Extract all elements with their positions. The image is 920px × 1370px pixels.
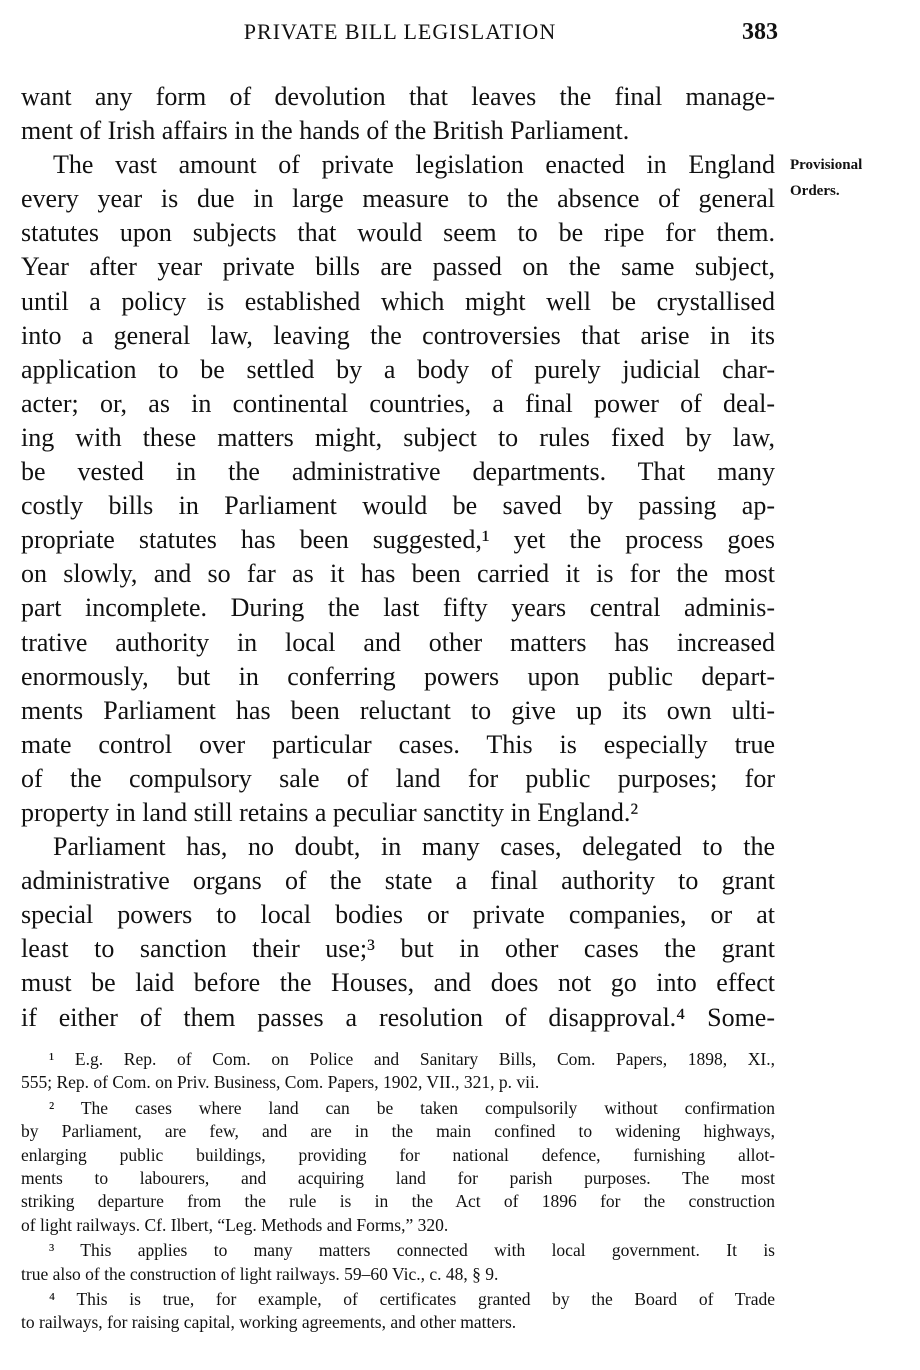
body-line: special powers to local bodies or private companies, or at	[21, 900, 775, 930]
footnote-line: ments to labourers, and acquiring land for parish purposes. The most	[21, 1167, 775, 1188]
footnotes	[21, 1048, 775, 1335]
body-line: enormously, but in conferring powers upon public depart-	[21, 661, 775, 691]
body-line: The vast amount of private legislation enacted in England	[53, 150, 775, 180]
body-line: acter; or, as in continental countries, a final power of deal-	[21, 388, 775, 418]
footnote-line: of light railways. Cf. Ilbert, “Leg. Methods and Forms,” 320.	[21, 1214, 449, 1235]
footnote-line: by Parliament, are few, and are in the main confined to widening highways,	[21, 1121, 775, 1142]
body-line: least to sanction their use;³ but in other cases the grant	[21, 934, 775, 964]
footnote-line: enlarging public buildings, providing for national defence, furnishing allot-	[21, 1144, 775, 1165]
body-line: part incomplete. During the last fifty years central adminis-	[21, 593, 775, 623]
footnote-line: 555; Rep. of Com. on Priv. Business, Com. Papers, 1902, VII., 321, p. vii.	[21, 1072, 540, 1093]
margin-note-line-2: Orders.	[790, 183, 840, 199]
footnote-line: ⁴ This is true, for example, of certificates granted by the Board of Trade	[49, 1288, 775, 1309]
body-line: of the compulsory sale of land for public purposes; for	[21, 763, 775, 793]
body-line: be vested in the administrative departments. That many	[21, 457, 775, 487]
margin-note-line-1: Provisional	[790, 157, 863, 173]
page-header	[20, 16, 780, 48]
body-line: propriate statutes has been suggested,¹ yet the process goes	[21, 525, 775, 555]
body-line: ments Parliament has been reluctant to give up its own ulti-	[21, 695, 775, 725]
body-line: want any form of devolution that leaves the final manage-	[21, 82, 775, 111]
footnote-line: ³ This applies to many matters connected with local government. It is	[49, 1240, 775, 1261]
body-line: trative authority in local and other matters has increased	[21, 627, 775, 657]
body-line: until a policy is established which might well be crystallised	[21, 286, 775, 316]
margin-note	[790, 152, 915, 204]
body-line: administrative organs of the state a final authority to grant	[21, 866, 775, 896]
running-head: PRIVATE BILL LEGISLATION	[243, 19, 557, 44]
footnote-line: striking departure from the rule is in the Act of 1896 for the construction	[21, 1191, 775, 1212]
body-line: Year after year private bills are passed on the same subject,	[21, 252, 775, 282]
body-line: if either of them passes a resolution of disapproval.⁴ Some-	[21, 1002, 775, 1032]
body-line: every year is due in large measure to the absence of general	[21, 184, 775, 214]
body-line: into a general law, leaving the controversies that arise in its	[21, 320, 775, 350]
page-number: 383	[742, 19, 778, 45]
footnote-line: to railways, for raising capital, working agreements, and other matters.	[21, 1312, 517, 1333]
body-line: application to be settled by a body of purely judicial char-	[21, 354, 775, 384]
body-line: on slowly, and so far as it has been carried it is for the most	[21, 559, 775, 589]
body-text	[21, 80, 775, 1035]
body-line: Parliament has, no doubt, in many cases, delegated to the	[53, 832, 775, 862]
body-line: mate control over particular cases. This is especially true	[21, 729, 775, 759]
body-line: statutes upon subjects that would seem to be ripe for them.	[21, 218, 775, 248]
body-line: must be laid before the Houses, and does not go into effect	[21, 968, 775, 998]
body-line: ing with these matters might, subject to rules fixed by law,	[21, 422, 775, 452]
body-line: ment of Irish affairs in the hands of the British Parliament.	[21, 116, 630, 146]
footnote-line: ¹ E.g. Rep. of Com. on Police and Sanitary Bills, Com. Papers, 1898, XI.,	[49, 1049, 775, 1069]
footnote-line: ² The cases where land can be taken compulsorily without confirmation	[49, 1097, 775, 1118]
footnote-line: true also of the construction of light railways. 59–60 Vic., c. 48, § 9.	[21, 1263, 499, 1284]
body-line: costly bills in Parliament would be saved by passing ap-	[21, 491, 775, 521]
body-line: property in land still retains a peculiar sanctity in England.²	[21, 797, 639, 827]
